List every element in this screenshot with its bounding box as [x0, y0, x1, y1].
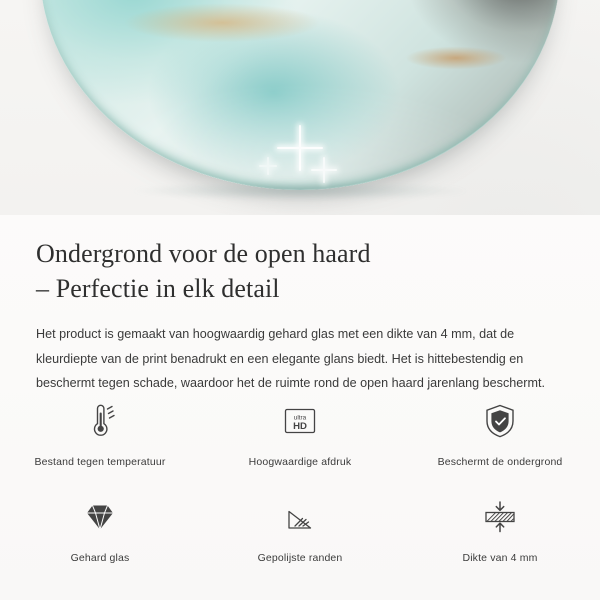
feature-item-polished-edges [200, 488, 400, 576]
feature-item-thickness [400, 488, 600, 576]
feature-item-surface-protection [400, 392, 600, 480]
hero-image [0, 0, 600, 215]
headline-line-1: Ondergrond voor de open haard [36, 239, 371, 268]
page-title [0, 215, 600, 306]
feature-label: Dikte van 4 mm [462, 552, 538, 564]
text-content [0, 215, 600, 396]
svg-text:ultra: ultra [293, 414, 307, 422]
shield-check-icon [477, 398, 523, 444]
round-glass-panel [40, 0, 560, 190]
feature-label: Hoogwaardige afdruk [248, 456, 352, 468]
thickness-4mm-icon [477, 494, 523, 540]
diamond-icon [77, 494, 123, 540]
feature-label: Beschermt de ondergrond [437, 456, 563, 468]
headline-line-2: – Perfectie in elk detail [36, 273, 280, 303]
description-paragraph: Het product is gemaakt van hoogwaardig gehard glas met een dikte van 4 mm, dat de kleurdiepte van de print benadrukt en een elegante glans biedt. Het is hittebestendig en beschermt tegen schade, waardoor het de ruimte rond de open haard jarenlang beschermt. [36, 327, 545, 391]
feature-item-print-quality [200, 392, 400, 480]
feature-grid [0, 392, 600, 576]
svg-text:HD: HD [293, 421, 307, 433]
polished-edges-icon [277, 494, 323, 540]
panel-drop-shadow [65, 178, 535, 204]
feature-item-tempered-glass [0, 488, 200, 576]
feature-item-temperature [0, 392, 200, 480]
thermometer-icon [77, 398, 123, 444]
ultra-hd-icon [277, 398, 323, 444]
feature-label: Gepolijste randen [257, 552, 343, 564]
feature-label: Gehard glas [70, 552, 130, 564]
feature-label: Bestand tegen temperatuur [34, 456, 166, 468]
